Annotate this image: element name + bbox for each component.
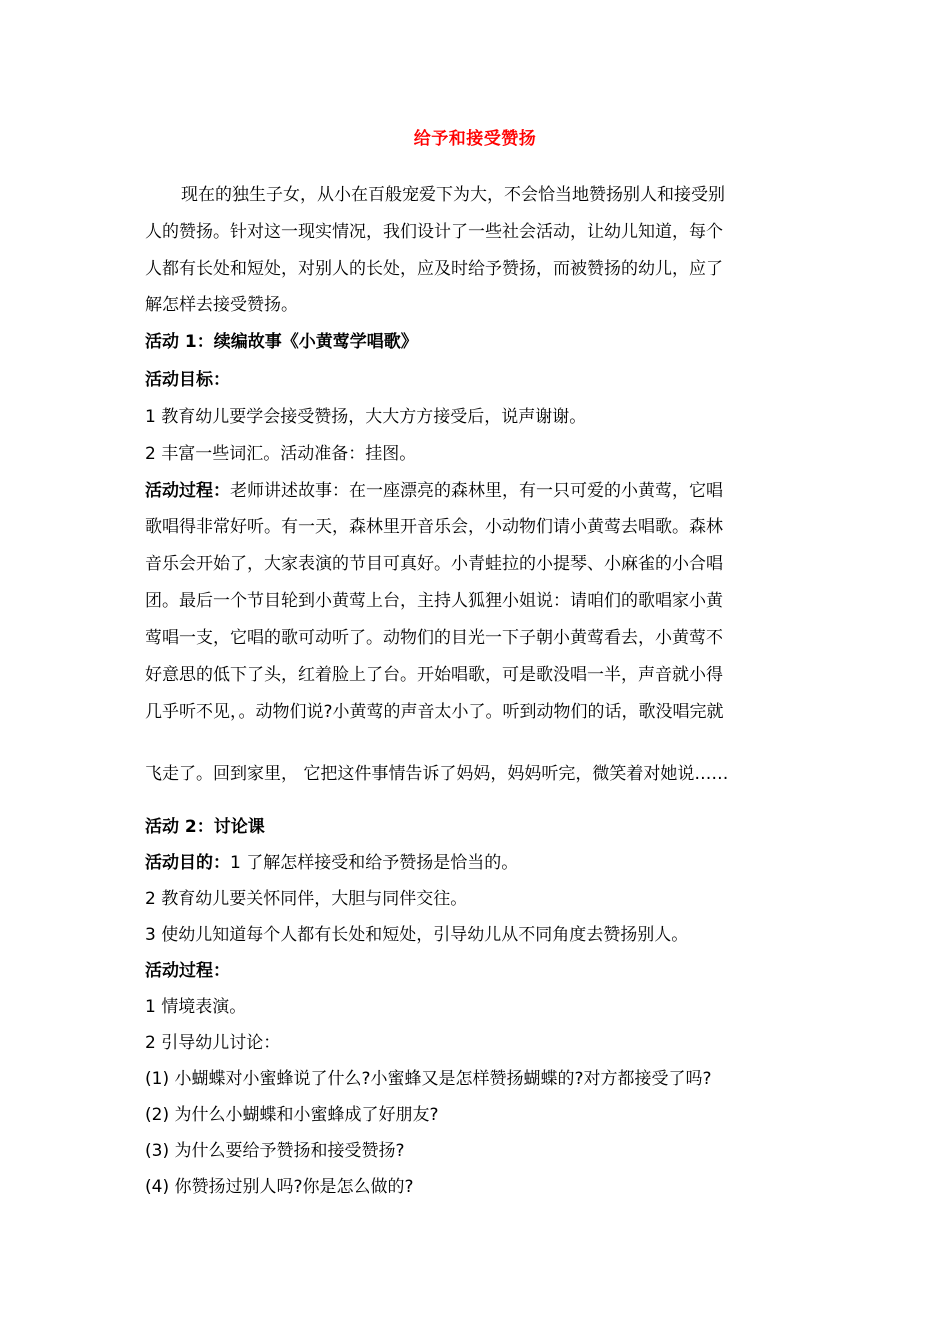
activity1-goal-label: 活动目标： — [145, 370, 230, 390]
activity1-process-label: 活动过程： — [145, 481, 230, 501]
discussion-question-4: (4) 你赞扬过别人吗?你是怎么做的? — [145, 1177, 414, 1197]
activity2-goal-label: 活动目的： — [145, 853, 230, 873]
activity1-heading: 活动 1：续编故事《小黄莺学唱歌》 — [145, 332, 418, 352]
discussion-question-1: (1) 小蝴蝶对小蜜蜂说了什么?小蜜蜂又是怎样赞扬蝴蝶的?对方都接受了吗? — [145, 1069, 712, 1089]
intro-line-1: 现在的独生子女，从小在百般宠爱下为大，不会恰当地赞扬别人和接受别 — [181, 185, 725, 205]
story-line-7: 飞走了。回到家里， 它把这件事情告诉了妈妈，妈妈听完，微笑着对她说…… — [145, 764, 729, 784]
activity1-goal-1: 1 教育幼儿要学会接受赞扬，大大方方接受后，说声谢谢。 — [145, 407, 587, 427]
story-line-6: 几乎听不见，。动物们说?小黄莺的声音太小了。听到动物们的话，歌没唱完就 — [145, 702, 724, 722]
discussion-question-3: (3) 为什么要给予赞扬和接受赞扬? — [145, 1141, 405, 1161]
activity2-goal-3: 3 使幼儿知道每个人都有长处和短处，引导幼儿从不同角度去赞扬别人。 — [145, 925, 689, 945]
story-line-4: 莺唱一支，它唱的歌可动听了。动物们的目光一下子朝小黄莺看去，小黄莺不 — [145, 628, 723, 648]
intro-line-2: 人的赞扬。针对这一现实情况，我们设计了一些社会活动，让幼儿知道，每个 — [145, 222, 723, 242]
activity2-step-2: 2 引导幼儿讨论： — [145, 1033, 281, 1053]
document-title: 给予和接受赞扬 — [413, 129, 537, 149]
activity1-process-text: 老师讲述故事：在一座漂亮的森林里，有一只可爱的小黄莺，它唱 — [230, 481, 723, 501]
activity2-goal-first-line — [145, 851, 518, 875]
intro-line-4: 解怎样去接受赞扬。 — [145, 295, 298, 315]
discussion-question-2: (2) 为什么小蝴蝶和小蜜蜂成了好朋友? — [145, 1105, 439, 1125]
activity1-process-first-line — [145, 479, 723, 503]
activity2-goal-1: 1 了解怎样接受和给予赞扬是恰当的。 — [230, 853, 519, 873]
story-line-1: 歌唱得非常好听。有一天，森林里开音乐会，小动物们请小黄莺去唱歌。森林 — [145, 517, 723, 537]
intro-line-3: 人都有长处和短处，对别人的长处，应及时给予赞扬，而被赞扬的幼儿，应了 — [145, 259, 723, 279]
activity2-heading: 活动 2：讨论课 — [145, 817, 265, 837]
activity2-goal-2: 2 教育幼儿要关怀同伴，大胆与同伴交往。 — [145, 889, 468, 909]
story-line-3: 团。最后一个节目轮到小黄莺上台，主持人狐狸小姐说：请咱们的歌唱家小黄 — [145, 591, 723, 611]
story-line-5: 好意思的低下了头，红着脸上了台。开始唱歌，可是歌没唱一半，声音就小得 — [145, 665, 723, 685]
activity2-process-label: 活动过程： — [145, 961, 230, 981]
activity1-goal-2: 2 丰富一些词汇。活动准备：挂图。 — [145, 444, 417, 464]
story-line-2: 音乐会开始了，大家表演的节目可真好。小青蛙拉的小提琴、小麻雀的小合唱 — [145, 554, 723, 574]
activity2-step-1: 1 情境表演。 — [145, 997, 247, 1017]
